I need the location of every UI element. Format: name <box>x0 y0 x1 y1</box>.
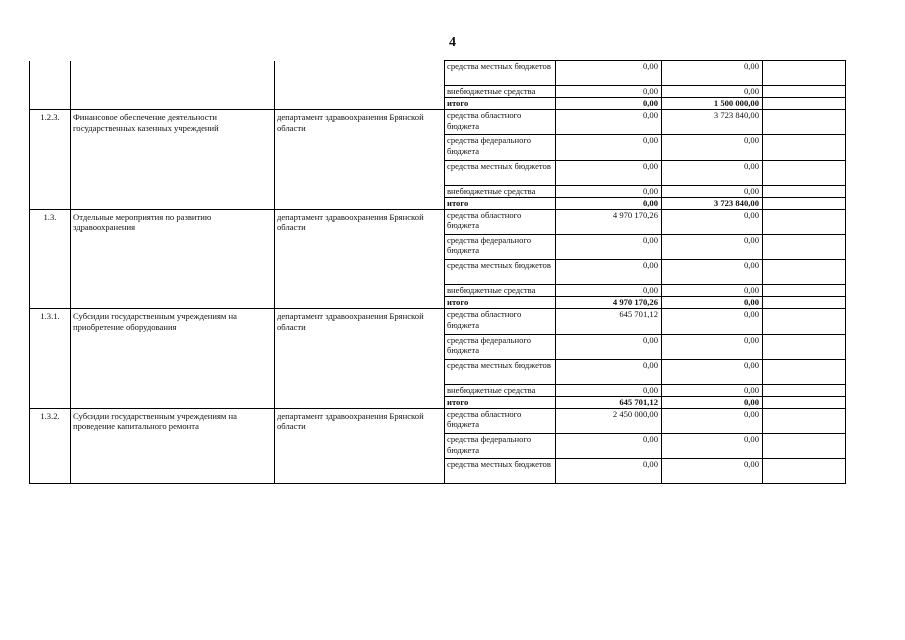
table-row <box>30 309 846 334</box>
amount-col-2: 0,00 <box>662 408 763 433</box>
empty-cell <box>763 135 846 160</box>
amount-col-1: 0,00 <box>556 98 662 110</box>
amount-col-2: 0,00 <box>662 334 763 359</box>
empty-cell <box>763 459 846 484</box>
empty-cell <box>763 61 846 86</box>
amount-col-1: 0,00 <box>556 110 662 135</box>
empty-cell <box>763 334 846 359</box>
amount-col-1: 0,00 <box>556 160 662 185</box>
empty-cell <box>763 384 846 396</box>
amount-col-1: 2 450 000,00 <box>556 408 662 433</box>
amount-col-1: 645 701,12 <box>556 396 662 408</box>
amount-col-1: 4 970 170,26 <box>556 209 662 234</box>
empty-cell <box>763 309 846 334</box>
funding-source: итого <box>445 297 556 309</box>
empty-cell <box>763 260 846 285</box>
empty-cell <box>763 408 846 433</box>
amount-col-1: 0,00 <box>556 260 662 285</box>
empty-cell <box>763 359 846 384</box>
funding-source: средства местных бюджетов <box>445 160 556 185</box>
amount-col-1: 0,00 <box>556 234 662 259</box>
empty-cell <box>763 434 846 459</box>
empty-cell <box>763 197 846 209</box>
table-row <box>30 408 846 433</box>
amount-col-1: 0,00 <box>556 334 662 359</box>
funding-source: внебюджетные средства <box>445 285 556 297</box>
amount-col-2: 0,00 <box>662 285 763 297</box>
funding-source: средства областного бюджета <box>445 309 556 334</box>
amount-col-2: 0,00 <box>662 160 763 185</box>
amount-col-1: 0,00 <box>556 434 662 459</box>
page-number: 4 <box>449 35 456 50</box>
amount-col-1: 0,00 <box>556 61 662 86</box>
amount-col-1: 0,00 <box>556 135 662 160</box>
funding-source: внебюджетные средства <box>445 86 556 98</box>
empty-cell <box>763 285 846 297</box>
empty-cell <box>763 396 846 408</box>
amount-col-2: 0,00 <box>662 185 763 197</box>
funding-source: внебюджетные средства <box>445 384 556 396</box>
table-row <box>30 209 846 234</box>
amount-col-1: 0,00 <box>556 459 662 484</box>
funding-source: средства местных бюджетов <box>445 61 556 86</box>
empty-cell <box>763 209 846 234</box>
activity-name: Субсидии государственным учреждениям на проведение капитального ремонта <box>71 408 275 484</box>
executor-name: департамент здравоохранения Брянской области <box>275 408 445 484</box>
amount-col-2: 0,00 <box>662 384 763 396</box>
amount-col-1: 4 970 170,26 <box>556 297 662 309</box>
amount-col-1: 0,00 <box>556 384 662 396</box>
amount-col-2: 0,00 <box>662 61 763 86</box>
funding-source: внебюджетные средства <box>445 185 556 197</box>
empty-cell <box>763 86 846 98</box>
table-row <box>30 110 846 135</box>
amount-col-1: 0,00 <box>556 197 662 209</box>
funding-source: средства местных бюджетов <box>445 260 556 285</box>
funding-source: средства федерального бюджета <box>445 234 556 259</box>
executor-name: департамент здравоохранения Брянской области <box>275 209 445 309</box>
funding-source: итого <box>445 98 556 110</box>
budget-table <box>29 60 846 484</box>
amount-col-2: 0,00 <box>662 209 763 234</box>
executor-name <box>275 61 445 110</box>
funding-source: средства местных бюджетов <box>445 459 556 484</box>
funding-source: средства областного бюджета <box>445 209 556 234</box>
amount-col-2: 1 500 000,00 <box>662 98 763 110</box>
activity-name <box>71 61 275 110</box>
empty-cell <box>763 160 846 185</box>
amount-col-1: 0,00 <box>556 86 662 98</box>
funding-source: средства федерального бюджета <box>445 135 556 160</box>
empty-cell <box>763 110 846 135</box>
amount-col-2: 3 723 840,00 <box>662 197 763 209</box>
activity-code: 1.3.2. <box>30 408 71 484</box>
amount-col-2: 0,00 <box>662 234 763 259</box>
amount-col-2: 0,00 <box>662 309 763 334</box>
amount-col-2: 0,00 <box>662 297 763 309</box>
funding-source: средства федерального бюджета <box>445 334 556 359</box>
activity-code <box>30 61 71 110</box>
amount-col-1: 645 701,12 <box>556 309 662 334</box>
amount-col-2: 0,00 <box>662 86 763 98</box>
funding-source: средства областного бюджета <box>445 408 556 433</box>
activity-code: 1.3.1. <box>30 309 71 409</box>
amount-col-2: 0,00 <box>662 459 763 484</box>
funding-source: средства федерального бюджета <box>445 434 556 459</box>
funding-source: итого <box>445 396 556 408</box>
empty-cell <box>763 185 846 197</box>
empty-cell <box>763 234 846 259</box>
funding-source: итого <box>445 197 556 209</box>
amount-col-1: 0,00 <box>556 185 662 197</box>
amount-col-1: 0,00 <box>556 359 662 384</box>
activity-name: Отдельные мероприятия по развитию здравоохранения <box>71 209 275 309</box>
funding-source: средства местных бюджетов <box>445 359 556 384</box>
activity-code: 1.2.3. <box>30 110 71 210</box>
budget-table-body <box>30 61 846 484</box>
amount-col-2: 3 723 840,00 <box>662 110 763 135</box>
funding-source: средства областного бюджета <box>445 110 556 135</box>
amount-col-2: 0,00 <box>662 260 763 285</box>
executor-name: департамент здравоохранения Брянской области <box>275 309 445 409</box>
executor-name: департамент здравоохранения Брянской области <box>275 110 445 210</box>
activity-name: Субсидии государственным учреждениям на приобретение оборудования <box>71 309 275 409</box>
activity-name: Финансовое обеспечение деятельности государственных казенных учреждений <box>71 110 275 210</box>
amount-col-1: 0,00 <box>556 285 662 297</box>
empty-cell <box>763 297 846 309</box>
amount-col-2: 0,00 <box>662 135 763 160</box>
table-row <box>30 61 846 86</box>
amount-col-2: 0,00 <box>662 396 763 408</box>
amount-col-2: 0,00 <box>662 359 763 384</box>
amount-col-2: 0,00 <box>662 434 763 459</box>
empty-cell <box>763 98 846 110</box>
activity-code: 1.3. <box>30 209 71 309</box>
